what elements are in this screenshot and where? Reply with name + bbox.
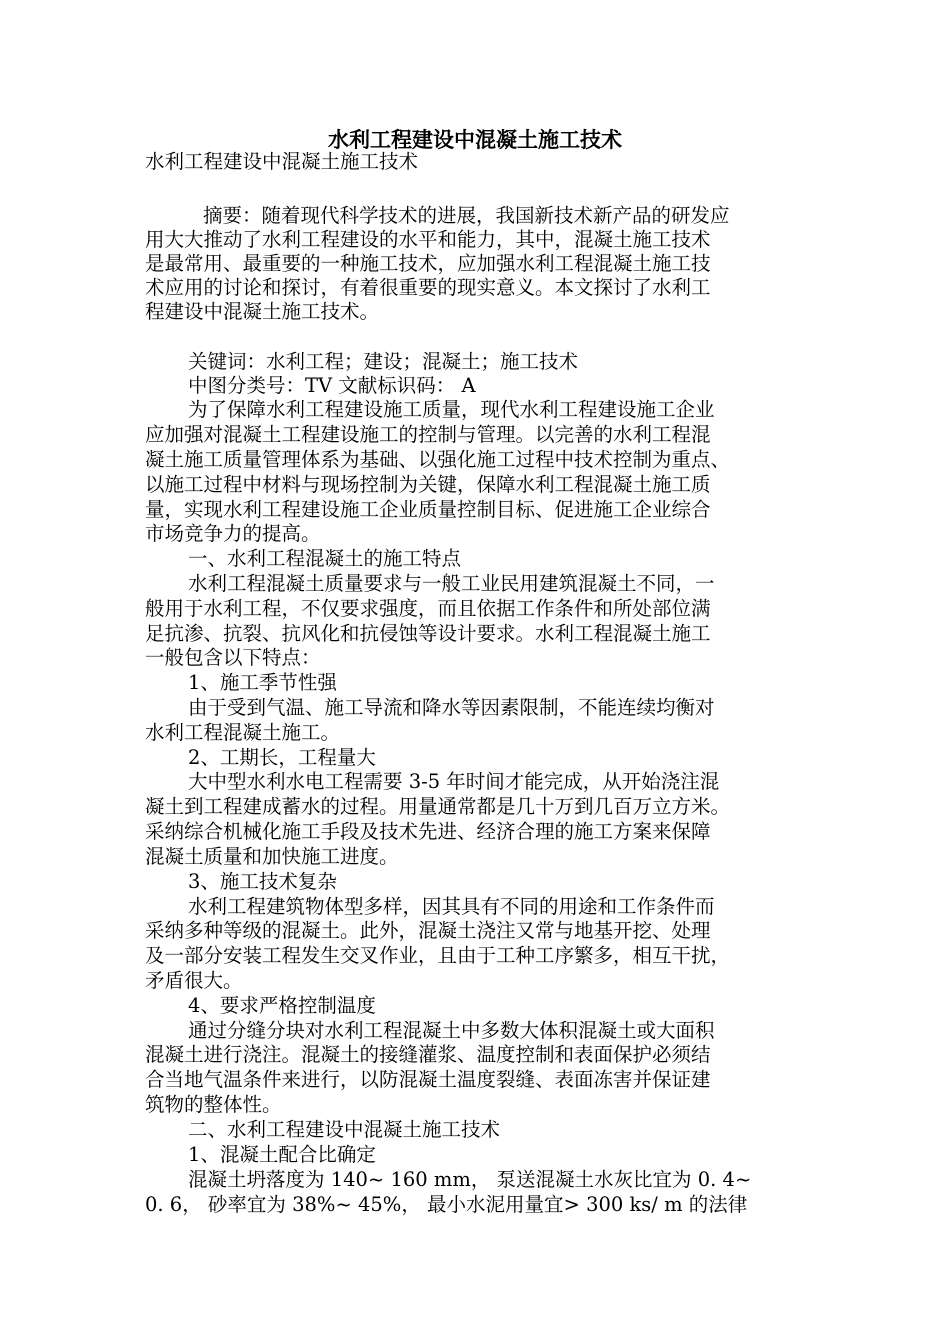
sub1-line: 混凝土坍落度为 140~ 160 mm， 泵送混凝土水灰比宜为 0. 4~ xyxy=(188,1168,752,1191)
document-title: 水利工程建设中混凝土施工技术 xyxy=(328,128,622,152)
item3-line: 矛盾很大。 xyxy=(145,969,243,992)
item4-line: 合当地气温条件来进行，以防混凝土温度裂缝、表面冻害并保证建 xyxy=(145,1068,711,1091)
section1-line: 水利工程混凝土质量要求与一般工业民用建筑混凝土不同，一 xyxy=(188,572,715,595)
section-heading: 二、水利工程建设中混凝土施工技术 xyxy=(188,1118,501,1141)
section1-line: 般用于水利工程，不仅要求强度，而且依据工作条件和所处部位满 xyxy=(145,597,711,620)
section-heading: 一、水利工程混凝土的施工特点 xyxy=(188,547,462,570)
item4-line: 混凝土进行浇注。混凝土的接缝灌浆、温度控制和表面保护必须结 xyxy=(145,1043,711,1066)
intro-line: 量，实现水利工程建设施工企业质量控制目标、促进施工企业综合 xyxy=(145,498,711,521)
intro-line: 以施工过程中材料与现场控制为关键，保障水利工程混凝土施工质 xyxy=(145,473,711,496)
classification-line: 中图分类号：TV 文献标识码： A xyxy=(188,374,476,397)
item2-line: 凝土到工程建成蓄水的过程。用量通常都是几十万到几百万立方米。 xyxy=(145,795,731,818)
item-heading: 4、要求严格控制温度 xyxy=(188,994,376,1017)
item1-line: 水利工程混凝土施工。 xyxy=(145,721,341,744)
abstract-line: 用大大推动了水利工程建设的水平和能力，其中，混凝土施工技术 xyxy=(145,228,711,251)
item2-line: 采纳综合机械化施工手段及技术先进、经济合理的施工方案来保障 xyxy=(145,820,711,843)
abstract-line: 程建设中混凝土施工技术。 xyxy=(145,300,380,323)
item1-line: 由于受到气温、施工导流和降水等因素限制，不能连续均衡对 xyxy=(188,696,715,719)
item3-line: 采纳多种等级的混凝土。此外，混凝土浇注又常与地基开挖、处理 xyxy=(145,919,711,942)
keywords-line: 关键词：水利工程；建设；混凝土；施工技术 xyxy=(188,350,579,373)
sub1-line: 0. 6， 砂率宜为 38%~ 45%， 最小水泥用量宜> 300 ks/ m 的法律 xyxy=(145,1193,748,1216)
abstract-line: 摘要：随着现代科学技术的进展，我国新技术新产品的研发应 xyxy=(203,204,730,227)
item-heading: 2、工期长，工程量大 xyxy=(188,746,376,769)
item2-line: 大中型水利水电工程需要 3-5 年时间才能完成，从开始浇注混 xyxy=(188,770,720,793)
item-heading: 1、施工季节性强 xyxy=(188,671,337,694)
section1-line: 一般包含以下特点： xyxy=(145,646,321,669)
intro-line: 市场竞争力的提高。 xyxy=(145,522,321,545)
item4-line: 通过分缝分块对水利工程混凝土中多数大体积混凝土或大面积 xyxy=(188,1019,715,1042)
item3-line: 及一部分安装工程发生交叉作业，且由于工种工序繁多，相互干扰， xyxy=(145,944,731,967)
item4-line: 筑物的整体性。 xyxy=(145,1093,282,1116)
intro-line: 应加强对混凝土工程建设施工的控制与管理。以完善的水利工程混 xyxy=(145,423,711,446)
abstract-line: 术应用的讨论和探讨，有着很重要的现实意义。本文探讨了水利工 xyxy=(145,276,711,299)
intro-line: 凝土施工质量管理体系为基础、以强化施工过程中技术控制为重点、 xyxy=(145,448,731,471)
item3-line: 水利工程建筑物体型多样，因其具有不同的用途和工作条件而 xyxy=(188,895,715,918)
document-subtitle: 水利工程建设中混凝土施工技术 xyxy=(145,150,419,173)
abstract-line: 是最常用、最重要的一种施工技术，应加强水利工程混凝土施工技 xyxy=(145,252,711,275)
item-heading: 3、施工技术复杂 xyxy=(188,870,337,893)
intro-line: 为了保障水利工程建设施工质量，现代水利工程建设施工企业 xyxy=(188,398,715,421)
subsection-heading: 1、混凝土配合比确定 xyxy=(188,1143,376,1166)
item2-line: 混凝土质量和加快施工进度。 xyxy=(145,845,399,868)
section1-line: 足抗渗、抗裂、抗风化和抗侵蚀等设计要求。水利工程混凝土施工 xyxy=(145,622,711,645)
